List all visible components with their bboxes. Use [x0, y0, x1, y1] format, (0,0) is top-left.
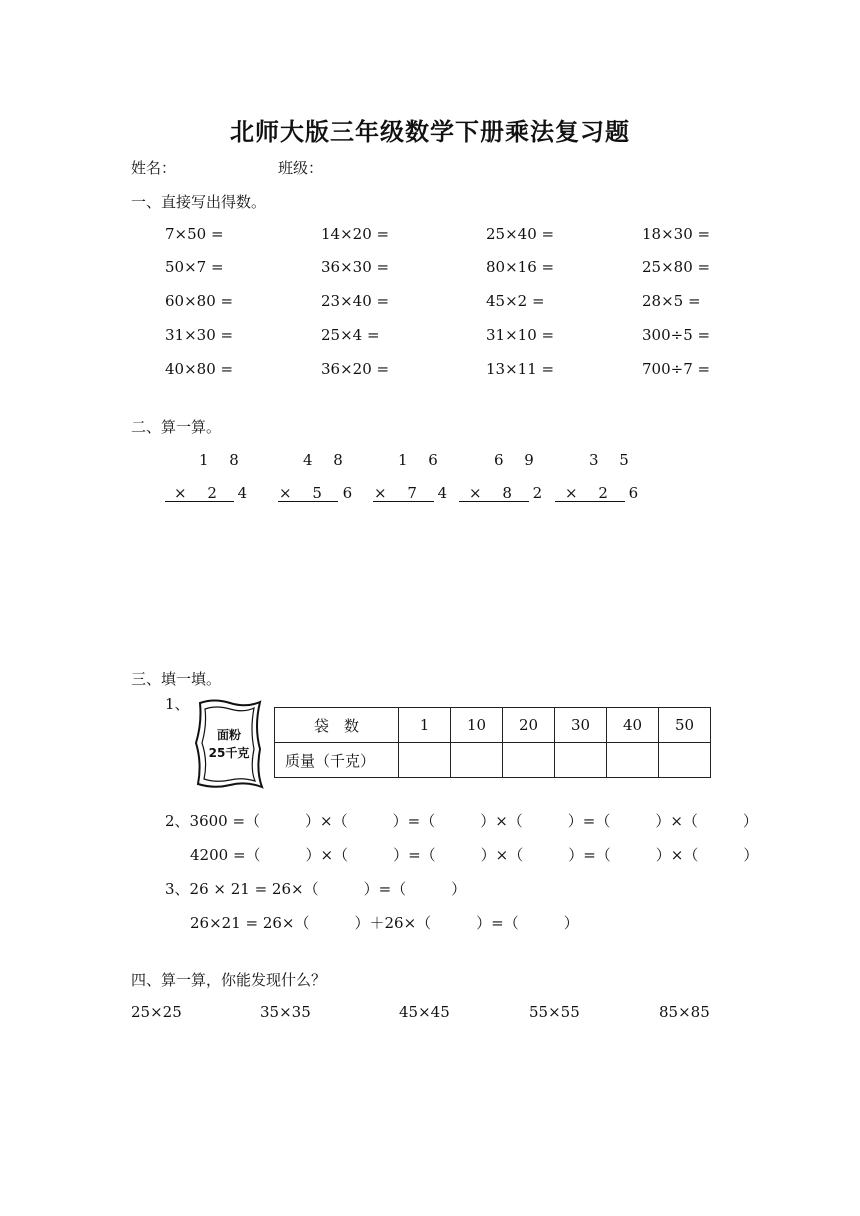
multiplier: × 7 4: [374, 484, 456, 502]
exercise-item: 40×80 =: [165, 360, 234, 378]
table-header-bags: 袋 数: [275, 708, 399, 743]
question-2-line2: 4200 =（ ）×（ ）=（ ）×（ ）=（ ）×（ ）: [190, 846, 759, 864]
exercise-item: 28×5 =: [642, 292, 701, 310]
exercise-item: 85×85: [659, 1003, 710, 1021]
multiplicand: 1 8: [199, 451, 247, 469]
table-cell: 50: [659, 708, 711, 743]
exercise-item: 14×20 =: [321, 225, 390, 243]
exercise-item: 23×40 =: [321, 292, 390, 310]
table-cell: 30: [555, 708, 607, 743]
multiplicand: 1 6: [398, 451, 446, 469]
table-cell: 40: [607, 708, 659, 743]
section4-heading: 四、算一算，你能发现什么？: [131, 971, 327, 989]
exercise-item: 25×40 =: [486, 225, 555, 243]
exercise-item: 50×7 =: [165, 258, 224, 276]
multiplicand: 3 5: [589, 451, 637, 469]
underline: [278, 501, 338, 502]
exercise-item: 700÷7 =: [642, 360, 711, 378]
exercise-item: 45×45: [399, 1003, 450, 1021]
multiplicand: 4 8: [303, 451, 351, 469]
name-label: 姓名：: [131, 159, 177, 177]
underline: [459, 501, 529, 502]
table-row: [275, 743, 711, 778]
exercise-item: 36×20 =: [321, 360, 390, 378]
bag-weight: 25千克: [208, 746, 250, 760]
bag-label: 面粉: [216, 728, 242, 742]
answer-cell[interactable]: [503, 743, 555, 778]
underline: [165, 501, 234, 502]
exercise-item: 31×10 =: [486, 326, 555, 344]
table-cell: 1: [399, 708, 451, 743]
section1-heading: 一、直接写出得数。: [131, 193, 267, 211]
multiplier: × 2 4: [174, 484, 256, 502]
section2-heading: 二、算一算。: [131, 418, 222, 436]
answer-cell[interactable]: [399, 743, 451, 778]
exercise-item: 60×80 =: [165, 292, 234, 310]
answer-cell[interactable]: [659, 743, 711, 778]
page-title: 北师大版三年级数学下册乘法复习题: [230, 118, 630, 146]
answer-cell[interactable]: [451, 743, 503, 778]
multiplier: × 2 6: [565, 484, 647, 502]
multiplier: × 5 6: [279, 484, 361, 502]
table-header-weight: 质量（千克）: [275, 743, 399, 778]
exercise-item: 300÷5 =: [642, 326, 711, 344]
underline: [555, 501, 625, 502]
question-1-label: 1、: [165, 695, 190, 713]
underline: [373, 501, 434, 502]
exercise-item: 35×35: [260, 1003, 311, 1021]
exercise-item: 45×2 =: [486, 292, 545, 310]
question-3-line2: 26×21 = 26×（ ）＋26×（ ）=（ ）: [190, 914, 579, 932]
bag-weight-table: [274, 707, 711, 778]
exercise-item: 13×11 =: [486, 360, 555, 378]
exercise-item: 7×50 =: [165, 225, 224, 243]
table-row: [275, 708, 711, 743]
question-3-line1: 3、26 × 21 = 26×（ ）=（ ）: [165, 880, 467, 898]
exercise-item: 25×4 =: [321, 326, 380, 344]
exercise-item: 31×30 =: [165, 326, 234, 344]
table-cell: 10: [451, 708, 503, 743]
exercise-item: 55×55: [529, 1003, 580, 1021]
class-label: 班级：: [278, 159, 324, 177]
multiplicand: 6 9: [494, 451, 542, 469]
exercise-item: 18×30 =: [642, 225, 711, 243]
exercise-item: 25×80 =: [642, 258, 711, 276]
multiplier: × 8 2: [469, 484, 551, 502]
table-cell: 20: [503, 708, 555, 743]
answer-cell[interactable]: [607, 743, 659, 778]
exercise-item: 36×30 =: [321, 258, 390, 276]
section3-heading: 三、填一填。: [131, 670, 222, 688]
flour-bag-image: [190, 697, 268, 791]
exercise-item: 25×25: [131, 1003, 182, 1021]
question-2-line1: 2、3600 =（ ）×（ ）=（ ）×（ ）=（ ）×（ ）: [165, 812, 758, 830]
exercise-item: 80×16 =: [486, 258, 555, 276]
answer-cell[interactable]: [555, 743, 607, 778]
